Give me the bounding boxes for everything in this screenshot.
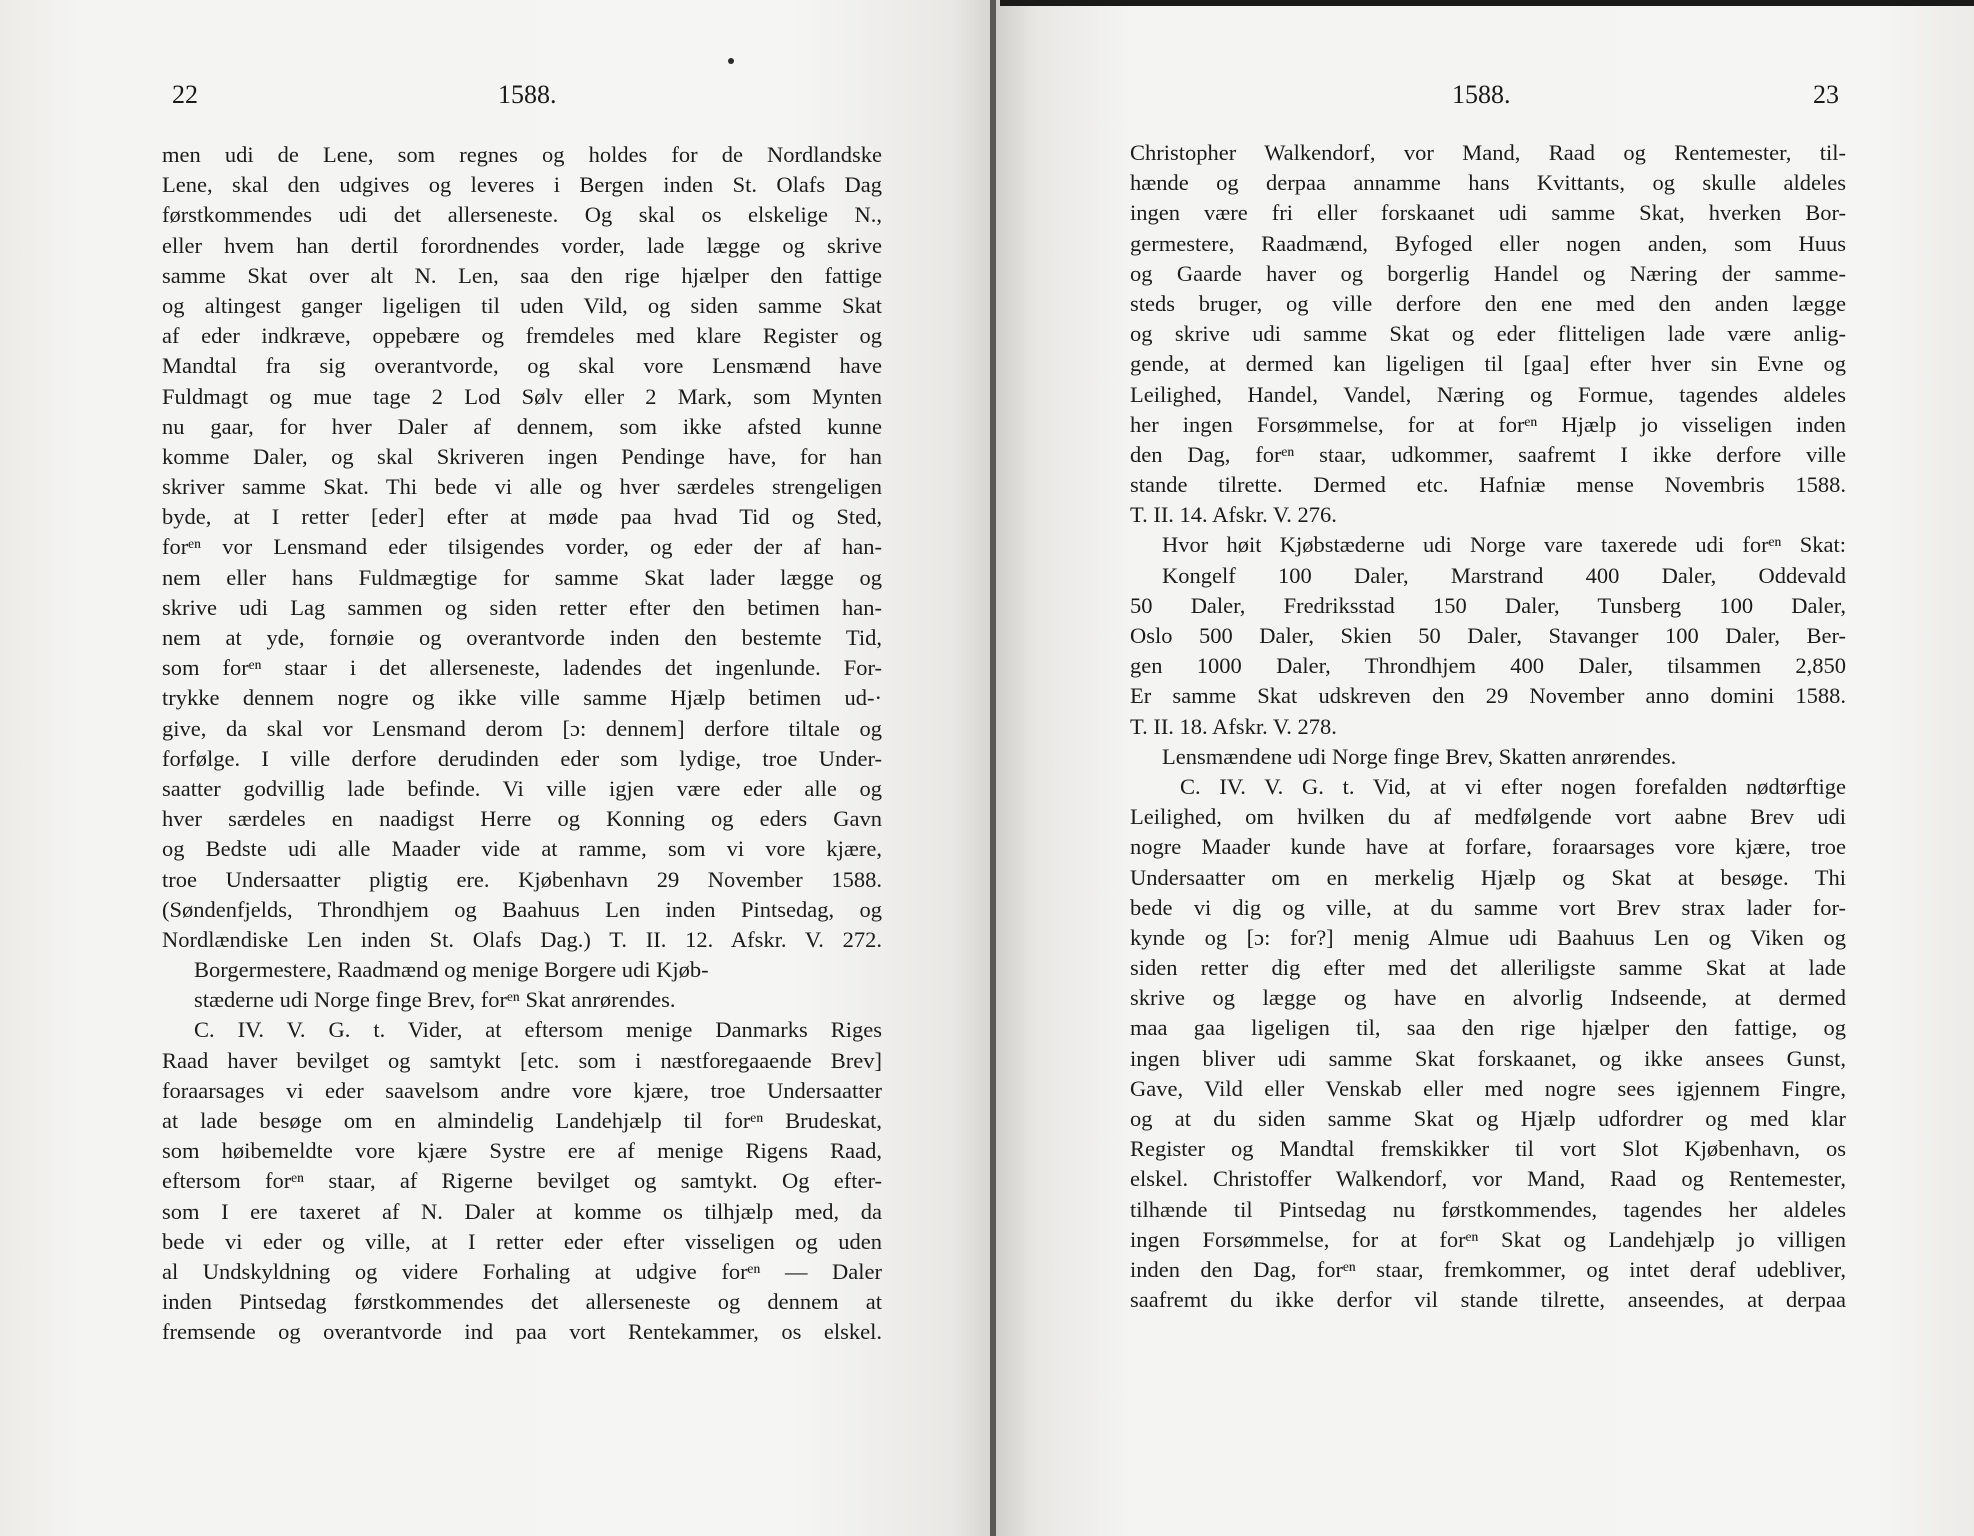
text-line: troe Undersaatter pligtig ere. Kjøbenhavn 29 November 1588. <box>162 866 882 892</box>
text-line: komme Daler, og skal Skriveren ingen Pendinge have, for han <box>162 443 882 469</box>
text-line: Mandtal fra sig overantvorde, og skal vore Lensmænd have <box>162 353 882 379</box>
text-line: hænde og derpaa annamme hans Kvittants, og skulle aldeles <box>1130 170 1846 196</box>
left-page-year-header: 1588. <box>498 80 557 109</box>
text-line: bede vi eder og ville, at I retter eder efter visseligen og uden <box>162 1228 882 1254</box>
text-line: Leilighed, om hvilken du af medfølgende vort aabne Brev udi <box>1130 804 1846 830</box>
text-line: Undersaatter om en merkelig Hjælp og Skat at besøge. Thi <box>1130 864 1846 890</box>
text-line: hver særdeles en naadigst Herre og Konning og eders Gavn <box>162 806 882 832</box>
text-line: som høibemeldte vore kjære Systre ere af menige Rigens Raad, <box>162 1138 882 1164</box>
right-page-body <box>1130 138 1846 1315</box>
text-line: skrive og lægge og have en alvorlig Indseende, at dermed <box>1130 985 1846 1011</box>
text-line: Leilighed, Handel, Vandel, Næring og Formue, tagendes aldeles <box>1130 381 1846 407</box>
text-line: gende, at dermed kan ligeligen til [gaa] efter hver sin Evne og <box>1130 351 1846 377</box>
text-line: som forᵉⁿ staar i det allerseneste, ladendes det ingenlunde. For- <box>162 655 882 681</box>
text-line: kynde og [ɔ: for?] menig Almue udi Baahuus Len og Viken og <box>1130 924 1846 950</box>
text-line: Raad haver bevilget og samtykt [etc. som i næstforegaaende Brev] <box>162 1047 882 1073</box>
text-line: ingen bliver udi samme Skat forskaanet, og ikke ansees Gunst, <box>1130 1045 1846 1071</box>
text-line: her ingen Forsømmelse, for at forᵉⁿ Hjælp jo visseligen inden <box>1130 411 1846 437</box>
left-page-body <box>162 140 882 1348</box>
text-line: førstkommendes udi det allerseneste. Og skal os elskelige N., <box>162 202 882 228</box>
left-page-number: 22 <box>172 80 198 109</box>
printer-mark-dot <box>728 58 734 64</box>
text-line: forfølge. I ville derfore derudinden eder som lydige, troe Under- <box>162 745 882 771</box>
text-line: Fuldmagt og mue tage 2 Lod Sølv eller 2 Mark, som Mynten <box>162 383 882 409</box>
text-line: nu gaar, for hver Daler af dennem, som ikke afsted kunne <box>162 413 882 439</box>
text-line: forᵉⁿ vor Lensmand eder tilsigendes vorder, og eder der af han- <box>162 534 882 560</box>
text-line: C. IV. V. G. t. Vid, at vi efter nogen forefalden nødtørftige <box>1180 773 1846 799</box>
text-line: saatter godvillig lade befinde. Vi ville igjen være eder alle og <box>162 775 882 801</box>
text-line: og Gaarde haver og borgerlig Handel og Næring der samme- <box>1130 260 1846 286</box>
text-line: maa gaa ligeligen til, saa den rige hjælper den fattige, og <box>1130 1015 1846 1041</box>
text-line: og Bedste udi alle Maader vide at ramme, som vi vore kjære, <box>162 836 882 862</box>
text-line: gen 1000 Daler, Throndhjem 400 Daler, tilsammen 2,850 <box>1130 653 1846 679</box>
text-line: fremsende og overantvorde ind paa vort Rentekammer, os elskel. <box>162 1319 882 1345</box>
text-line: steds bruger, og ville derfore den ene med den anden lægge <box>1130 290 1846 316</box>
right-page <box>996 0 1974 1536</box>
text-line: give, da skal vor Lensmand derom [ɔ: dennem] derfore tiltale og <box>162 715 882 741</box>
text-line: ingen være fri eller forskaanet udi samme Skat, hverken Bor- <box>1130 200 1846 226</box>
text-line: inden Pintsedag førstkommendes det allerseneste og dennem at <box>162 1289 882 1315</box>
text-line: Register og Mandtal fremskikker til vort Slot Kjøbenhavn, os <box>1130 1136 1846 1162</box>
text-line: Christopher Walkendorf, vor Mand, Raad og Rentemester, til- <box>1130 140 1846 165</box>
section-heading-line: stæderne udi Norge finge Brev, forᵉⁿ Skat anrørendes. <box>194 987 676 1013</box>
text-line: og at du siden samme Skat og Hjælp udfordrer og med klar <box>1130 1106 1846 1132</box>
text-line: bede vi dig og ville, at du samme vort Brev strax lader for- <box>1130 894 1846 920</box>
text-line: at lade besøge om en almindelig Landehjælp til forᵉⁿ Brudeskat, <box>162 1108 882 1134</box>
text-line: eller hvem han dertil forordnendes vorder, lade lægge og skrive <box>162 232 882 258</box>
text-line: Hvor høit Kjøbstæderne udi Norge vare taxerede udi forᵉⁿ Skat: <box>1162 532 1846 558</box>
text-line: Lene, skal den udgives og leveres i Bergen inden St. Olafs Dag <box>162 172 882 198</box>
text-line: tilhænde til Pintsedag nu førstkommendes, tagendes her aldeles <box>1130 1196 1846 1222</box>
text-line: og altingest ganger ligeligen til uden Vild, og siden samme Skat <box>162 292 882 318</box>
text-line: som I ere taxeret af N. Daler at komme os tilhjælp med, da <box>162 1198 882 1224</box>
text-line: byde, at I retter [eder] efter at møde paa hvad Tid og Sted, <box>162 504 882 530</box>
text-line: nem at yde, fornøie og overantvorde inden den bestemte Tid, <box>162 625 882 650</box>
text-line: C. IV. V. G. t. Vider, at eftersom menige Danmarks Riges <box>194 1017 882 1043</box>
text-line: skriver samme Skat. Thi bede vi alle og hver særdeles strengeligen <box>162 474 882 500</box>
text-line: den Dag, forᵉⁿ staar, udkommer, saafremt I ikke derfore ville <box>1130 441 1846 467</box>
text-line: T. II. 18. Afskr. V. 278. <box>1130 713 1337 739</box>
right-page-year-header: 1588. <box>1452 80 1511 109</box>
text-line: 50 Daler, Fredriksstad 150 Daler, Tunsberg 100 Daler, <box>1130 592 1846 618</box>
text-line: af eder indkræve, oppebære og fremdeles med klare Register og <box>162 323 882 349</box>
text-line: ingen Forsømmelse, for at forᵉⁿ Skat og Landehjælp jo villigen <box>1130 1226 1846 1252</box>
text-line: nogre Maader kunde have at forfare, foraarsages vore kjære, troe <box>1130 834 1846 860</box>
text-line: eftersom forᵉⁿ staar, af Rigerne bevilget og samtykt. Og efter- <box>162 1168 882 1194</box>
text-line: og skrive udi samme Skat og eder flitteligen lade være anlig- <box>1130 321 1846 347</box>
text-line: (Søndenfjelds, Throndhjem og Baahuus Len inden Pintsedag, og <box>162 896 882 922</box>
text-line: Nordlændiske Len inden St. Olafs Dag.) T. II. 12. Afskr. V. 272. <box>162 926 882 952</box>
text-line: germestere, Raadmænd, Byfoged eller nogen anden, som Huus <box>1130 230 1846 256</box>
text-line: elskel. Christoffer Walkendorf, vor Mand, Raad og Rentemester, <box>1130 1166 1846 1192</box>
right-page-number: 23 <box>1813 80 1839 109</box>
text-line: inden den Dag, forᵉⁿ staar, fremkommer, og intet deraf udebliver, <box>1130 1256 1846 1282</box>
text-line: saafremt du ikke derfor vil stande tilrette, anseendes, at derpaa <box>1130 1287 1846 1313</box>
text-line: trykke dennem nogre og ikke ville samme Hjælp betimen ud-· <box>162 685 882 711</box>
text-line: Oslo 500 Daler, Skien 50 Daler, Stavanger 100 Daler, Ber- <box>1130 623 1846 649</box>
section-heading-line: Lensmændene udi Norge finge Brev, Skatten anrørendes. <box>1162 743 1677 769</box>
text-line: foraarsages vi eder saavelsom andre vore kjære, troe Undersaatter <box>162 1077 882 1103</box>
text-line: siden retter dig efter med det alleriligste samme Skat at lade <box>1130 955 1846 981</box>
text-line: men udi de Lene, som regnes og holdes for de Nordlandske <box>162 142 882 167</box>
text-line: Gave, Vild eller Venskab eller med nogre sees igjennem Fingre, <box>1130 1075 1846 1101</box>
text-line: Er samme Skat udskreven den 29 November anno domini 1588. <box>1130 683 1846 709</box>
text-line: Kongelf 100 Daler, Marstrand 400 Daler, Oddevald <box>1162 562 1846 588</box>
text-line: skrive udi Lag sammen og siden retter efter den betimen han- <box>162 594 882 620</box>
text-line: T. II. 14. Afskr. V. 276. <box>1130 502 1337 528</box>
text-line: samme Skat over alt N. Len, saa den rige hjælper den fattige <box>162 262 882 288</box>
text-line: stande tilrette. Dermed etc. Hafniæ mense Novembris 1588. <box>1130 472 1846 498</box>
page-edge-shadow <box>1000 0 1974 6</box>
text-line: nem eller hans Fuldmægtige for samme Skat lader lægge og <box>162 564 882 590</box>
section-heading-line: Borgermestere, Raadmænd og menige Borgere udi Kjøb- <box>194 957 709 983</box>
text-line: al Undskyldning og videre Forhaling at udgive forᵉⁿ — Daler <box>162 1258 882 1284</box>
